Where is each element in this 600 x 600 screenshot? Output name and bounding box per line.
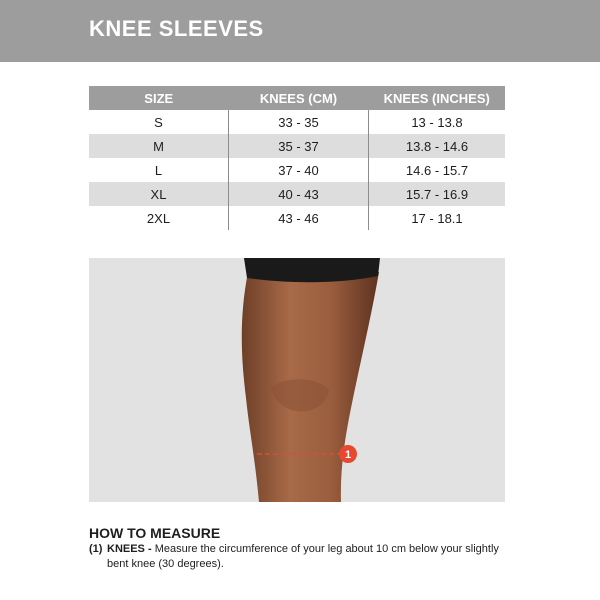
how-to-measure-heading: HOW TO MEASURE xyxy=(89,525,221,541)
leg-drawing xyxy=(89,258,505,502)
size-cell: L xyxy=(154,162,163,178)
cm-cell: 40 - 43 xyxy=(229,182,369,206)
page-title: KNEE SLEEVES xyxy=(89,16,264,41)
size-chart-table xyxy=(89,86,505,230)
cm-cell: 37 - 40 xyxy=(229,158,369,182)
step-text: Measure the circumference of your leg about 10 cm below your slightly bent knee (30 degrees). xyxy=(107,543,499,570)
inches-cell: 17 - 18.1 xyxy=(369,206,506,230)
inches-cell: 15.7 - 16.9 xyxy=(369,182,506,206)
table-row xyxy=(89,206,505,230)
size-cell: S xyxy=(154,114,163,130)
measurement-marker-number: 1 xyxy=(344,449,352,461)
inches-cell: 14.6 - 15.7 xyxy=(369,158,506,182)
table-row xyxy=(89,182,505,206)
step-number: (1) xyxy=(89,543,103,555)
cm-cell: 43 - 46 xyxy=(229,206,369,230)
column-header-size: SIZE xyxy=(89,86,229,110)
table-header-row xyxy=(89,86,505,110)
table-row xyxy=(89,110,505,134)
size-cell: 2XL xyxy=(146,210,171,226)
knee-measurement-illustration xyxy=(89,258,505,502)
cm-cell: 35 - 37 xyxy=(229,134,369,158)
size-cell: XL xyxy=(89,182,229,206)
table-row xyxy=(89,158,505,182)
title-banner xyxy=(0,0,600,62)
column-header-knees-inches: KNEES (INCHES) xyxy=(369,86,506,110)
table-row xyxy=(89,134,505,158)
cm-cell: 33 - 35 xyxy=(229,110,369,134)
inches-cell: 13 - 13.8 xyxy=(369,110,506,134)
step-body xyxy=(107,542,507,572)
size-cell: M xyxy=(89,134,229,158)
inches-cell: 13.8 - 14.6 xyxy=(369,134,506,158)
black-shorts xyxy=(244,258,380,282)
step-label: KNEES - xyxy=(107,543,152,555)
column-header-knees-cm: KNEES (CM) xyxy=(229,86,369,110)
